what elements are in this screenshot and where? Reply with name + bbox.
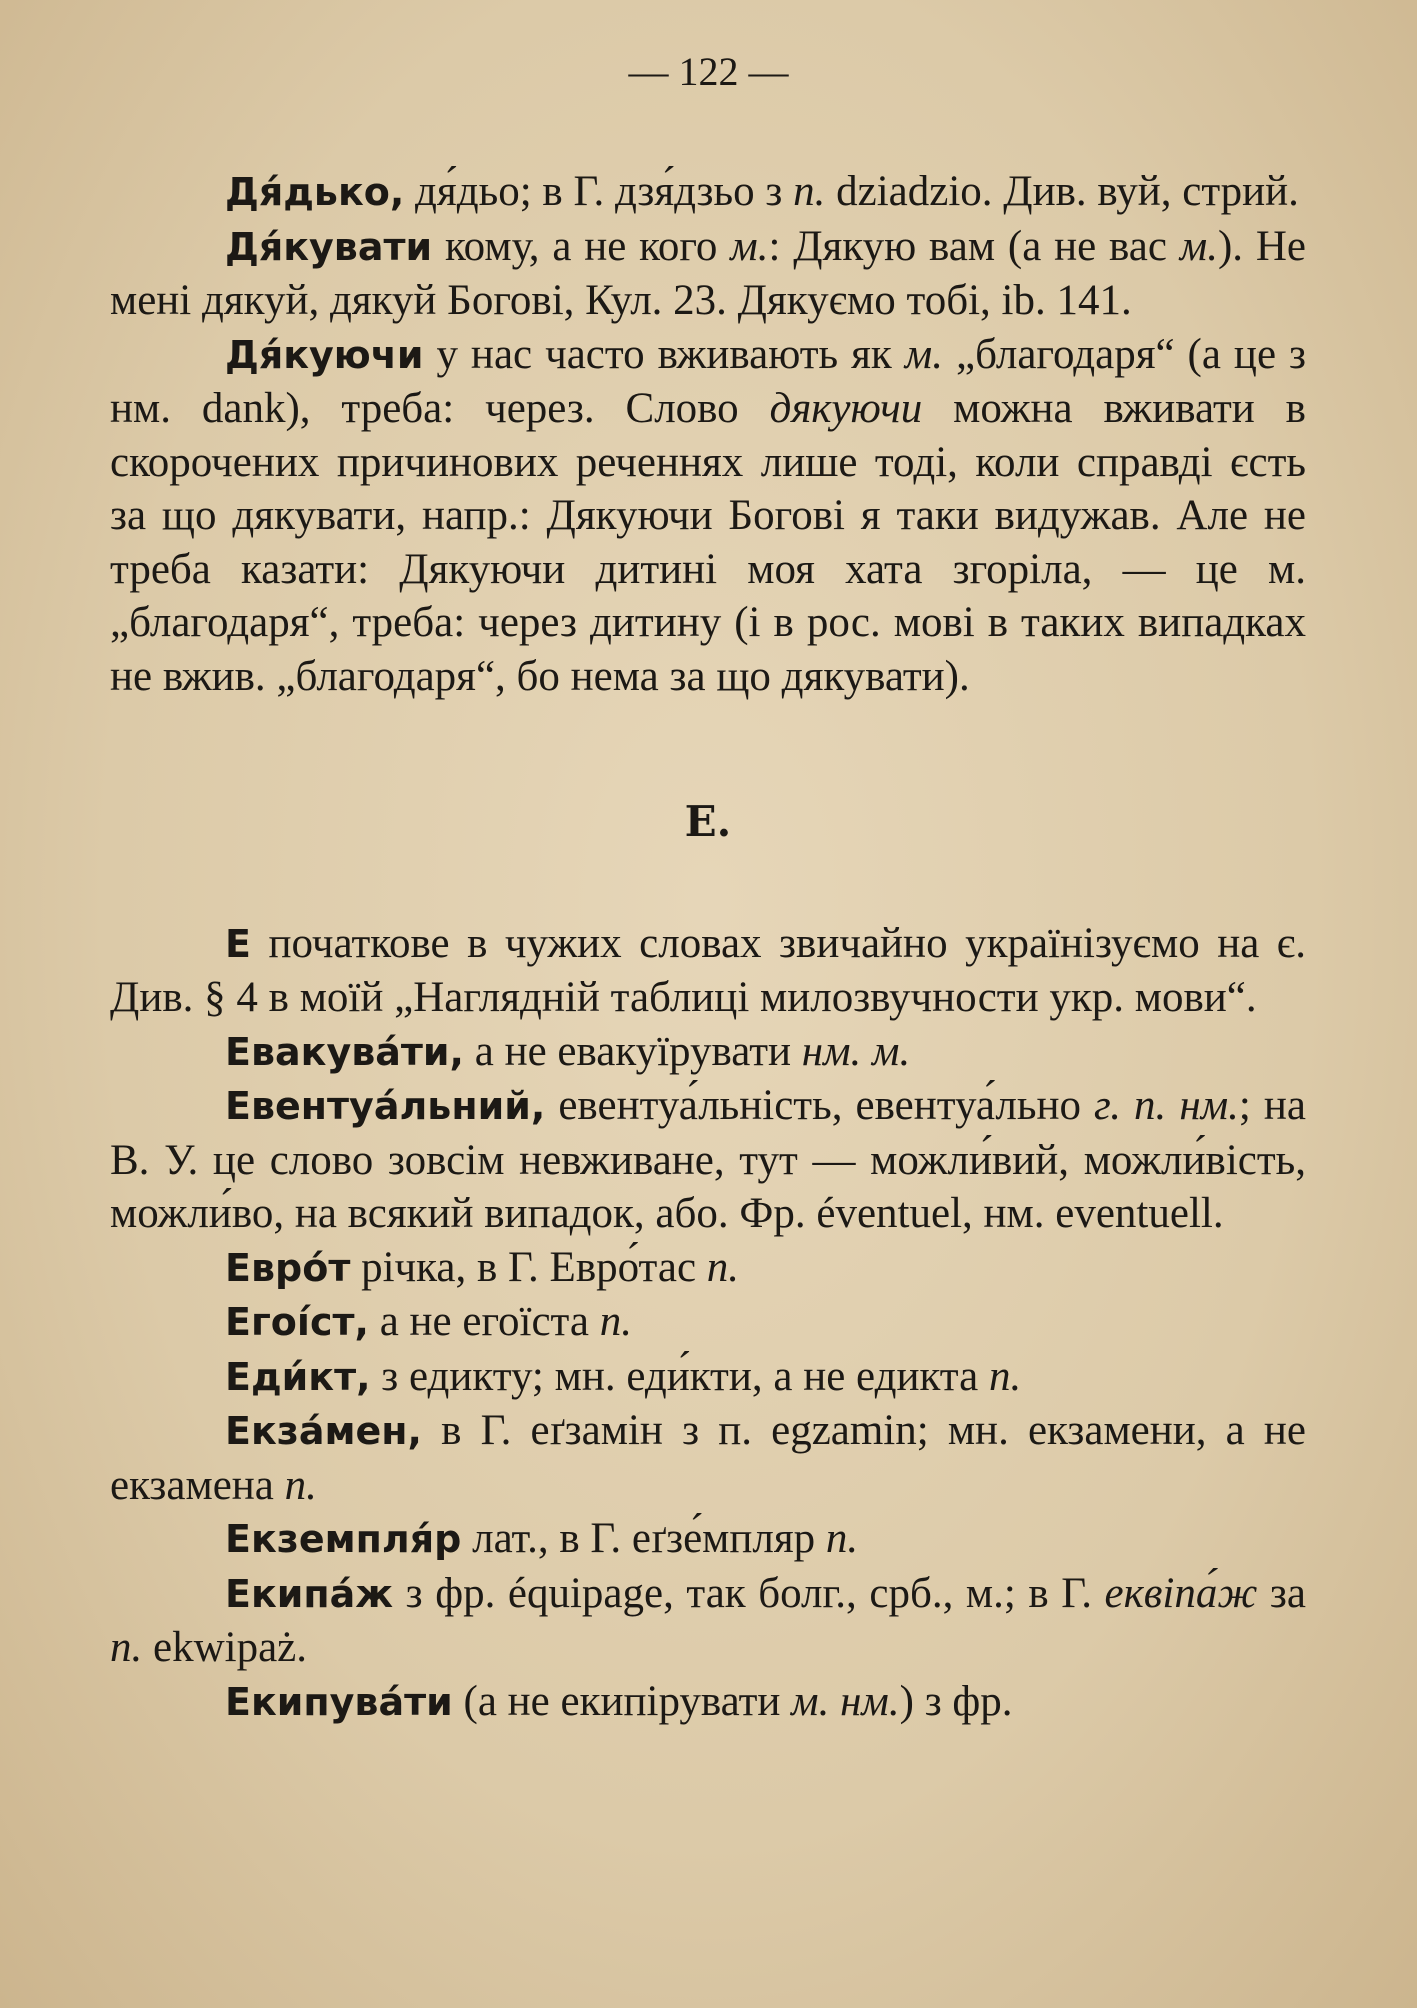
entry-text: можна вживати в скорочених причинових реченнях лише тоді, коли справді єсть за що дякувати, напр.: Дякуючи Богові я таки видужав. Але не треба казати: Дякуючи дитині моя хата згоріла, — це м. „благодаря“, треба: через дитину (і в рос. мові в таких випадках не вжив. „благодаря“, бо нема за що дякувати). — [110, 385, 1306, 700]
entry-text: у нас часто вживають як — [423, 330, 905, 378]
entry-headword: Екипува́ти — [225, 1679, 453, 1724]
italic-abbrev: п. — [599, 1298, 632, 1345]
entry-text: початкове в чужих словах звичайно українізуємо на є. Див. § 4 в моїй „Наглядній таблиці милозвучности укр. мови“. — [110, 919, 1306, 1021]
entry-text: а не егоїста — [368, 1298, 600, 1345]
dictionary-entry — [110, 1295, 1306, 1350]
page-number: — 122 — — [628, 49, 789, 94]
dictionary-entry — [110, 1567, 1306, 1675]
dictionary-entry — [110, 1241, 1306, 1296]
entry-headword: Евентуа́льний, — [225, 1084, 546, 1128]
entries-d — [110, 165, 1306, 703]
entry-headword: Е — [225, 921, 251, 966]
entry-headword: Екза́мен, — [225, 1409, 422, 1453]
italic-abbrev: п. — [988, 1352, 1022, 1400]
dictionary-entry — [110, 165, 1306, 220]
italic-abbrev: м. нм. — [791, 1677, 900, 1725]
entry-text: „благодаря“ (а це з нм. dank), треба: через. Слово — [110, 330, 1306, 432]
italic-abbrev: г. п. нм. — [1094, 1082, 1239, 1129]
italic-abbrev: п. — [793, 168, 826, 215]
entry-headword: Евакува́ти, — [225, 1029, 464, 1074]
entry-text: з фр. équipage, так болг., срб., м.; в Г. — [393, 1569, 1105, 1617]
italic-abbrev: п. — [825, 1515, 859, 1562]
entry-text: в Г. еґзамін з п. egzamin; мн. екзамени, а не екзамена — [110, 1407, 1306, 1509]
entry-headword: Евро́т — [225, 1245, 351, 1290]
italic-abbrev: м. — [730, 222, 769, 270]
dictionary-entry — [110, 1404, 1306, 1512]
entry-text: ; на В. У. це слово зовсім невживане, тут — можли́вий, можли́вість, можли́во, на всякий випадок, або. Фр. éventuel, нм. eventuell. — [110, 1082, 1306, 1237]
entry-headword: Дя́куючи — [225, 332, 424, 377]
dictionary-entry — [110, 1675, 1306, 1730]
entry-headword: Екземпля́р — [225, 1517, 462, 1561]
dictionary-entry — [110, 1025, 1306, 1080]
italic-abbrev: п. — [110, 1624, 143, 1671]
entry-text: за — [1257, 1569, 1306, 1617]
entry-text: ). Не мені дякуй, дякуй Богові, Кул. 23. Дякуємо тобі, ib. 141. — [110, 222, 1306, 324]
italic-abbrev: дякуючи — [769, 385, 923, 432]
entries-e — [110, 917, 1306, 1730]
italic-abbrev: м. — [1179, 222, 1218, 270]
italic-abbrev: нм. м. — [801, 1027, 911, 1075]
italic-abbrev: п. — [284, 1461, 317, 1509]
entry-text: ) з фр. — [899, 1677, 1013, 1725]
section-heading: Е. — [684, 797, 732, 846]
entry-text: з едикту; мн. еди́кти, а не едикта — [370, 1352, 989, 1400]
page-text — [110, 165, 1306, 1729]
dictionary-entry — [110, 220, 1306, 328]
entry-text: кому, а не кого — [432, 222, 731, 270]
dictionary-entry — [110, 1350, 1306, 1405]
entry-headword: Дя́дько, — [225, 170, 405, 214]
italic-abbrev: п. — [706, 1243, 740, 1291]
italic-abbrev: еквіпа́ж — [1104, 1569, 1258, 1617]
entry-text: лат., в Г. еґзе́мпляр — [461, 1515, 826, 1562]
entry-headword: Егоі́ст, — [225, 1300, 369, 1344]
entry-text: а не евакуїрувати — [463, 1027, 802, 1075]
entry-text: евентуа́льність, евентуа́льно — [545, 1082, 1095, 1129]
dictionary-entry — [110, 917, 1306, 1025]
entry-text: : Дякую вам (а не вас — [768, 222, 1180, 270]
entry-headword: Екипа́ж — [225, 1571, 394, 1616]
entry-text: dziadzio. Див. вуй, стрий. — [825, 168, 1299, 215]
entry-headword: Еди́кт, — [225, 1354, 371, 1399]
dictionary-entry — [110, 1512, 1306, 1567]
entry-text: річка, в Г. Евро́тас — [350, 1243, 707, 1291]
entry-text: дя́дьо; в Г. дзя́дзьо з — [404, 168, 794, 215]
italic-abbrev: м. — [904, 330, 943, 378]
entry-headword: Дя́кувати — [225, 224, 433, 269]
dictionary-entry — [110, 328, 1306, 704]
entry-text: (а не екипірувати — [452, 1677, 792, 1725]
dictionary-entry — [110, 1079, 1306, 1241]
entry-text: ekwipaż. — [142, 1624, 308, 1671]
